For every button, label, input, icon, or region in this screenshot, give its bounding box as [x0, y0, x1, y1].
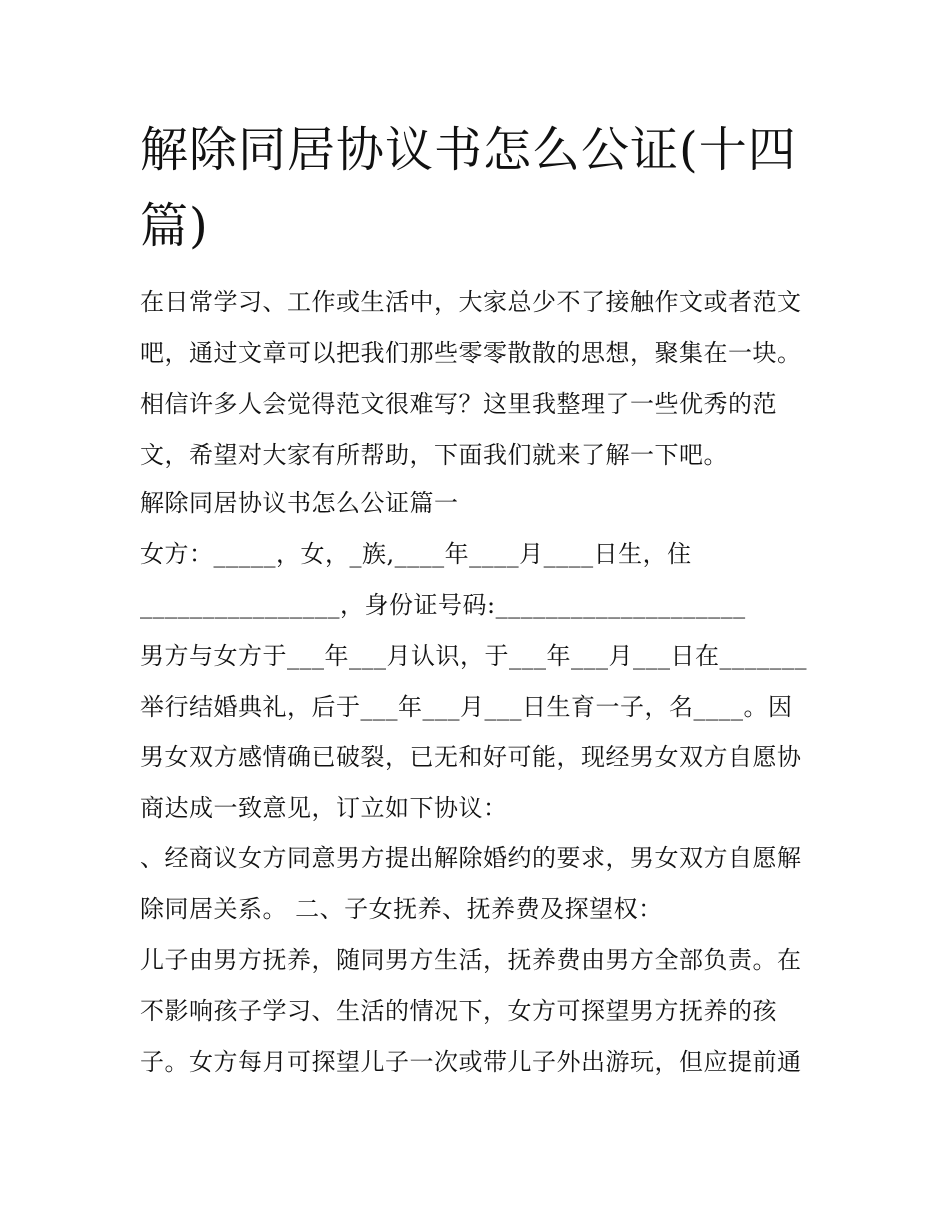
- title-line-1: 解除同居协议书怎么公证(十四: [140, 122, 797, 178]
- body-line: 男女双方感情确已破裂，已无和好可能，现经男女双方自愿协: [140, 743, 802, 771]
- body-line: 商达成一致意见，订立如下协议：: [140, 794, 508, 822]
- body-line: 文，希望对大家有所帮助，下面我们就来了解一下吧。: [140, 441, 728, 469]
- body-line: 相信许多人会觉得范文很难写？这里我整理了一些优秀的范: [140, 390, 777, 418]
- body-line: 女方：_____，女，_族,____年____月____日生，住: [140, 540, 692, 568]
- body-line: 吧，通过文章可以把我们那些零零散散的思想，聚集在一块。: [140, 339, 802, 367]
- body-line: 在日常学习、工作或生活中，大家总少不了接触作文或者范文: [140, 288, 802, 316]
- body-line: 、经商议女方同意男方提出解除婚约的要求，男女双方自愿解: [140, 844, 802, 872]
- body-line: 不影响孩子学习、生活的情况下，女方可探望男方抚养的孩: [140, 997, 777, 1025]
- body-line: 男方与女方于___年___月认识，于___年___月___日在_______: [140, 642, 807, 670]
- title-line-2: 篇): [140, 198, 209, 254]
- body-line: ________________，身份证号码:____________________: [140, 591, 746, 619]
- body-line: 举行结婚典礼，后于___年___月___日生育一子，名____。因: [140, 693, 793, 721]
- body-line: 儿子由男方抚养，随同男方生活，抚养费由男方全部负责。在: [140, 946, 802, 974]
- section-heading: 解除同居协议书怎么公证篇一: [140, 489, 459, 517]
- body-line: 除同居关系。 二、子女抚养、抚养费及探望权：: [140, 895, 663, 923]
- body-line: 子。女方每月可探望儿子一次或带儿子外出游玩，但应提前通: [140, 1048, 802, 1076]
- document-title: [140, 112, 830, 264]
